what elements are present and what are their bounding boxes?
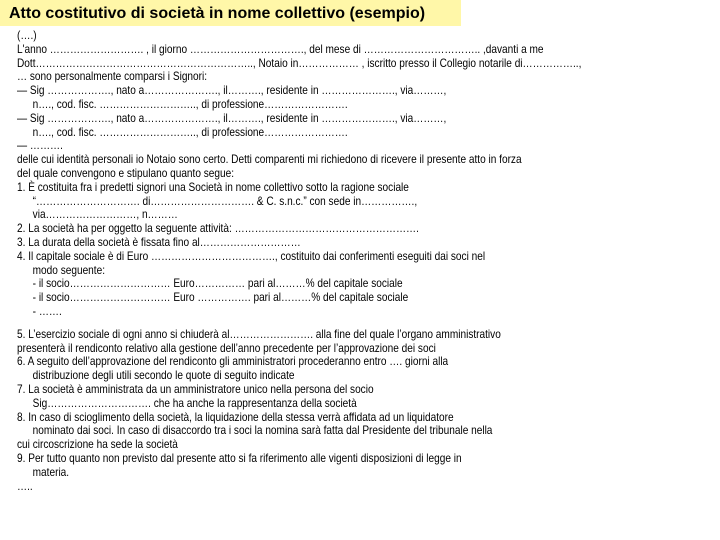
notary-line: Dott……………………………………………………….., Notaio in……………… , iscritto presso il Collegio notarile di…………….., — [17, 56, 582, 70]
clause-6-cont: distribuzione degli utili secondo le quote di seguito indicate — [32, 369, 295, 383]
agreement-line: del quale convengono e stipulano quanto segue: — [17, 166, 235, 180]
party-1-line: — Sig ………………., nato a…………………., il………., residente in …………………., via………, — [17, 84, 447, 98]
partner-more-share: - ……. — [32, 304, 62, 318]
party-more-line: — ………. — [17, 139, 63, 153]
clause-5-cont: presenterà il rendiconto relativo alla gestione dell’anno precedente per l’approvazione dei soci — [17, 341, 436, 355]
clause-8-end: cui circoscrizione ha sede la società — [17, 438, 178, 452]
ellipsis-closing: ….. — [17, 479, 33, 493]
clause-2: 2. La società ha per oggetto la seguente attività: ………………………………………………. — [17, 222, 419, 236]
clause-8-cont: nominato dai soci. In caso di disaccordo tra i soci la nomina sarà fatta dal Presidente del tribunale nella — [32, 424, 493, 438]
partner-2-share: - il socio………………………… Euro ……………. pari al………% del capitale sociale — [32, 291, 409, 305]
party-2-details: n…., cod. fisc. ……………………….., di professione……………………. — [32, 125, 348, 139]
clause-1: 1. È costituita fra i predetti signori una Società in nome collettivo sotto la ragione sociale — [17, 180, 409, 194]
party-2-line: — Sig ………………., nato a…………………., il………., residente in …………………., via………, — [17, 111, 447, 125]
clause-3: 3. La durata della società è fissata fino al………………………… — [17, 235, 301, 249]
clause-1-name: “…………………………. di…………………………. & C. s.n.c.” con sede in……………., — [32, 194, 418, 208]
clause-1-address: via………………………, n……… — [32, 208, 178, 222]
clause-6: 6. A seguito dell’approvazione del rendiconto gli amministratori procederanno entro …. giorni alla — [17, 355, 449, 369]
clause-7-cont: Sig…………………………. che ha anche la rappresentanza della società — [32, 396, 357, 410]
spacer — [17, 319, 626, 328]
clause-9-cont: materia. — [32, 465, 70, 479]
document-title: Atto costitutivo di società in nome collettivo (esempio) — [0, 0, 461, 26]
clause-4: 4. Il capitale sociale è di Euro ………………………………., costituito dai conferimenti eseguiti dai soci nel — [17, 249, 486, 263]
clause-9: 9. Per tutto quanto non previsto dal presente atto si fa riferimento alle vigenti disposizioni di legge in — [17, 451, 462, 465]
clause-7: 7. La società è amministrata da un amministratore unico nella persona del socio — [17, 382, 374, 396]
clause-8: 8. In caso di scioglimento della società, la liquidazione della stessa verrà affidata ad un liquidatore — [17, 410, 454, 424]
ellipsis-opening: (….) — [17, 29, 37, 42]
party-1-details: n…., cod. fisc. ……………………….., di professione……………………. — [32, 97, 348, 111]
date-line: L'anno ………………………. , il giorno ……………………………., del mese di …………………………….. ,davanti a me — [17, 42, 544, 56]
appearance-line: … sono personalmente comparsi i Signori: — [17, 70, 208, 84]
identity-line: delle cui identità personali io Notaio sono certo. Detti comparenti mi richiedono di ricevere il presente atto in forza — [17, 153, 522, 167]
deed-body — [17, 29, 626, 493]
clause-5: 5. L’esercizio sociale di ogni anno si chiuderà al……………………. alla fine del quale l’organo amministrativo — [17, 327, 501, 341]
partner-1-share: - il socio………………………… Euro…………… pari al………% del capitale sociale — [32, 277, 403, 291]
clause-4-cont: modo seguente: — [32, 263, 106, 277]
